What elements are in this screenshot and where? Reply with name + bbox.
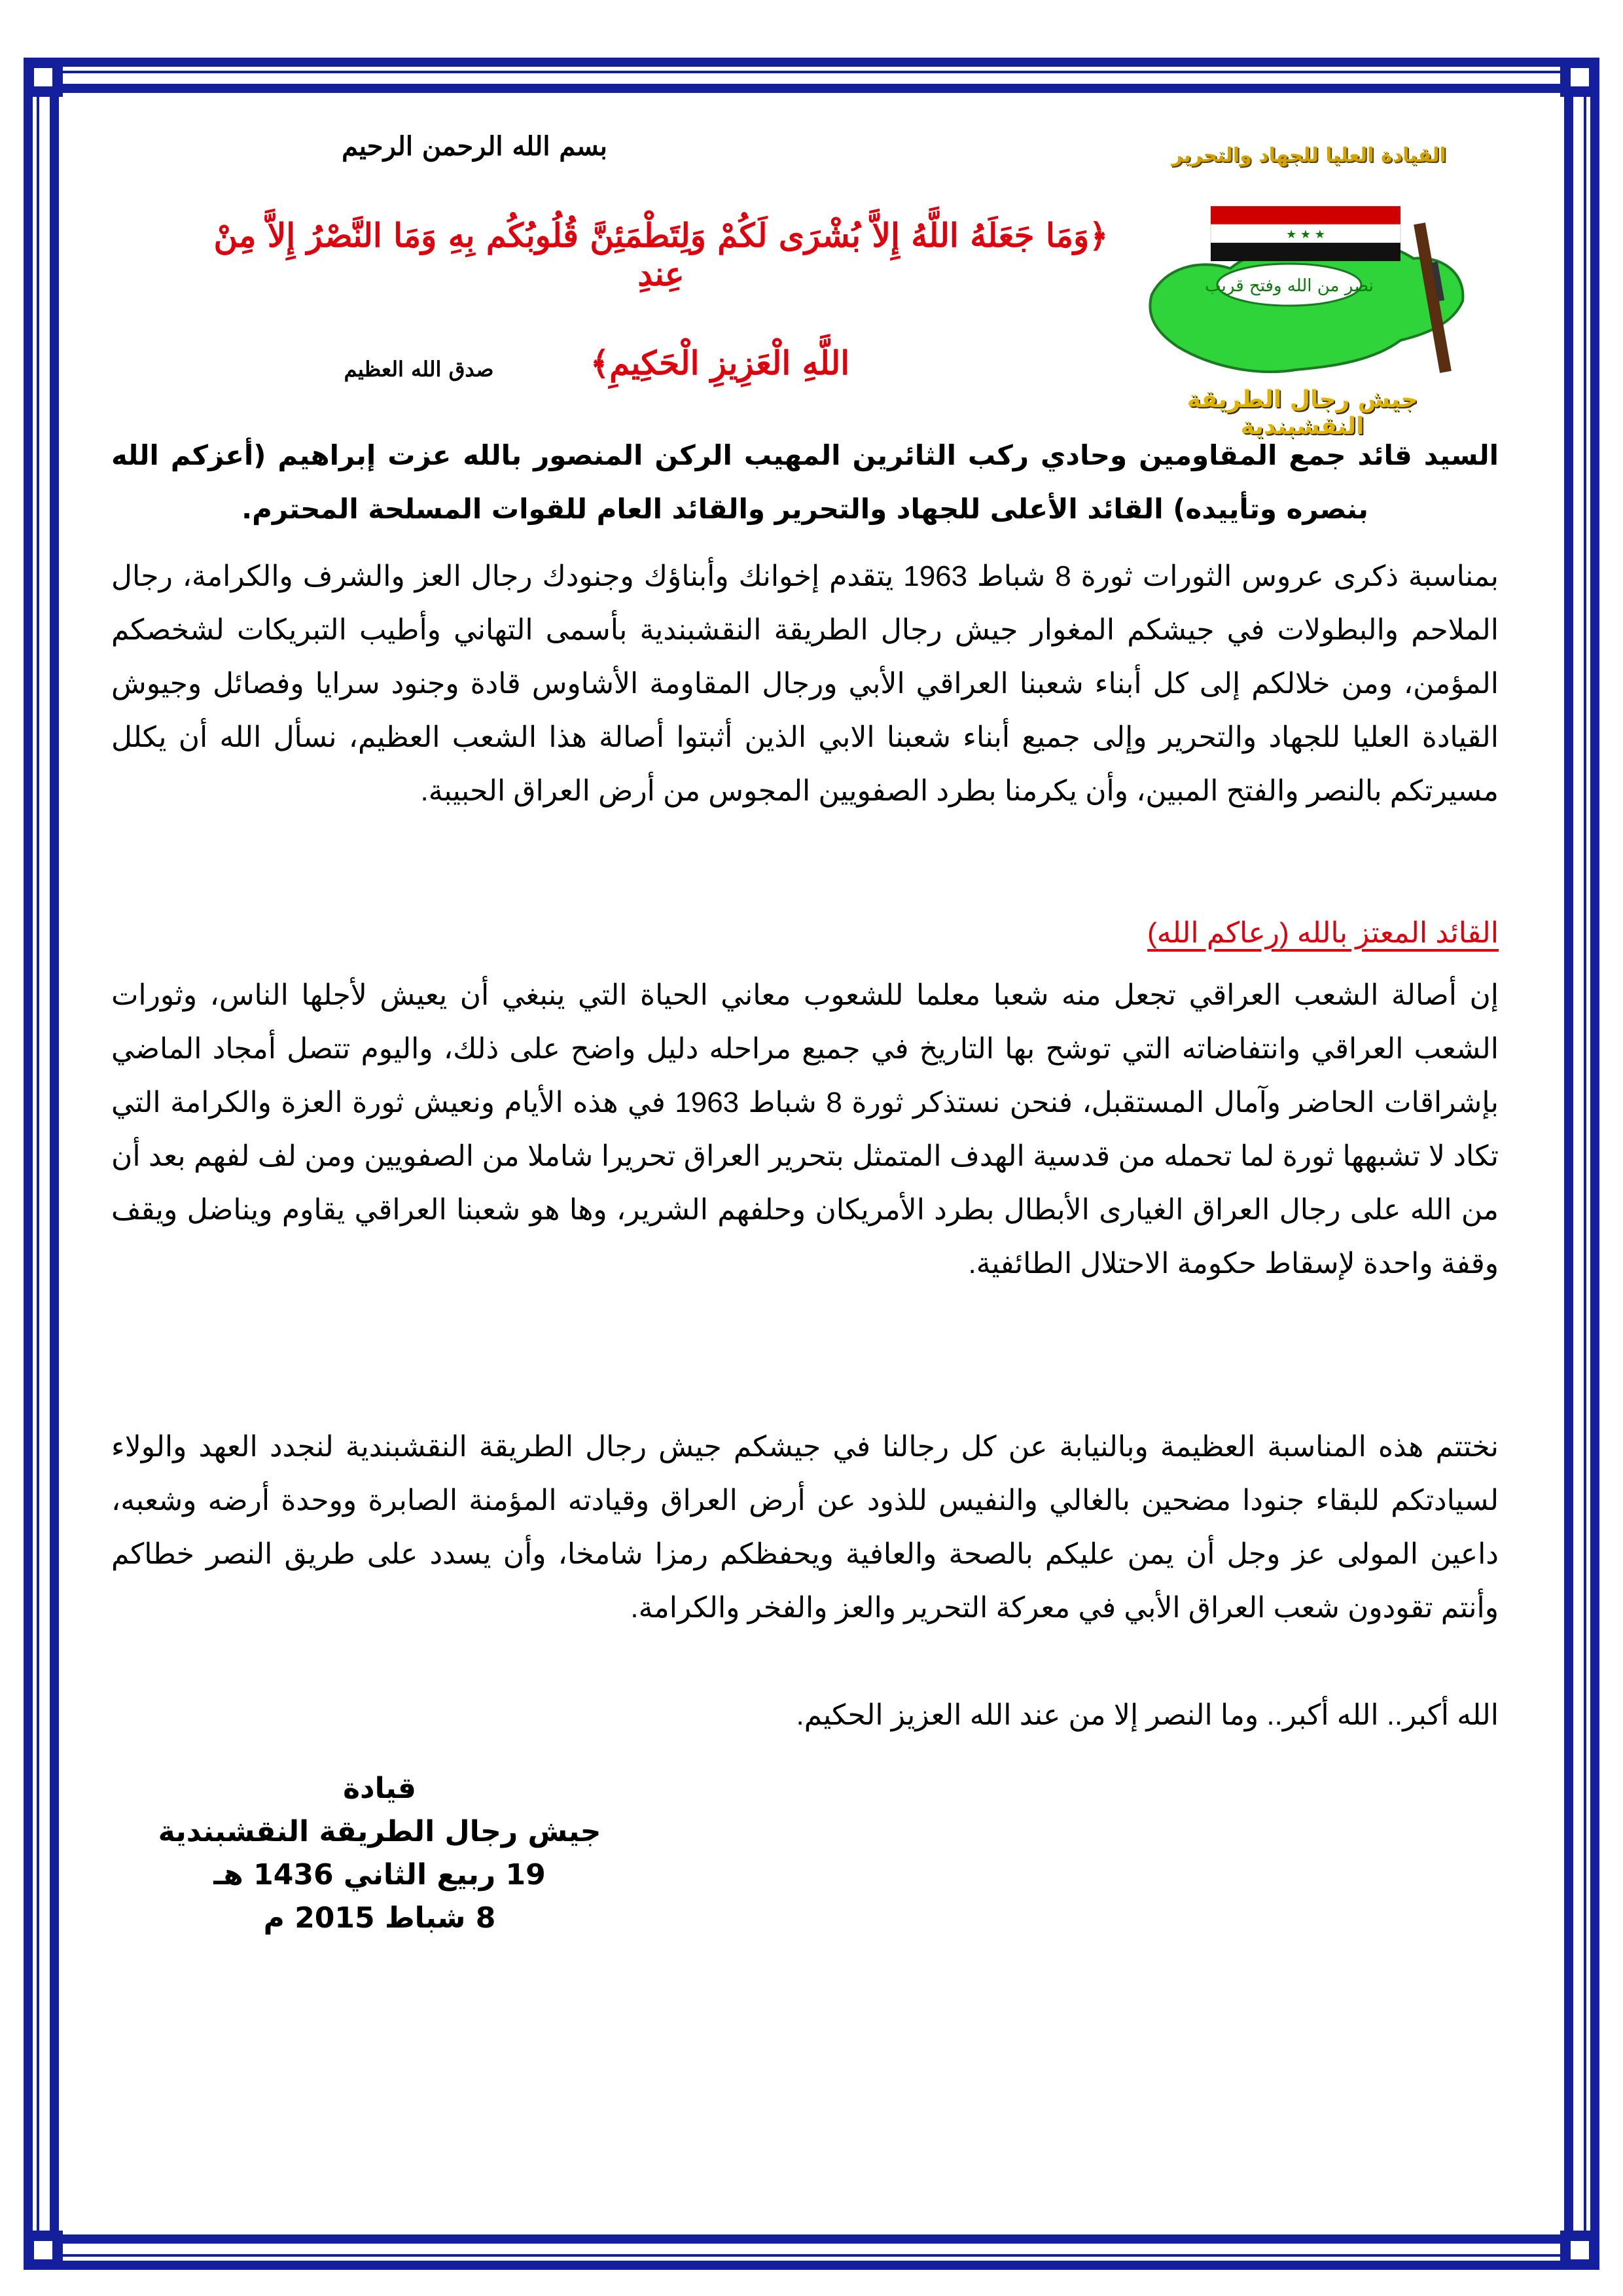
quran-verse-line-2: اللَّهِ الْعَزِيزِ الْحَكِيمِ﴾ xyxy=(590,344,850,382)
svg-text:★ ★ ★: ★ ★ ★ xyxy=(1286,228,1325,242)
paragraph-iraqi-people: إن أصالة الشعب العراقي تجعل منه شعبا معلما للشعوب معاني الحياة التي ينبغي أن يعيش لأجلها الناس، وثورات الشعب العراقي وانتفاضاته التي توشح بها التاريخ في جميع مراحله دليل واضح على ذلك، واليوم تتصل أمجاد الماضي بإشراقات الحاضر وآمال المستقبل، فنحن نستذكر ثورة 8 شباط 1963 في هذه الأيام ونعيش ثورة العزة والكرامة التي تكاد لا تشبهها ثورة لما تحمله من قدسية الهدف المتمثل بتحرير العراق تحريرا شاملا من الصفويين ومن لف لفهم بعد أن من الله على رجال العراق الغيارى الأبطال بطرد الأمريكان وحلفهم الشرير، وها هو شعبنا العراقي يقاوم ويناضل ويقف وقفة واحدة لإسقاط حكومة الاحتلال الطائفية. xyxy=(111,979,1499,1280)
addressee-salutation: السيد قائد جمع المقاومين وحادي ركب الثائرين المهيب الركن المنصور بالله عزت إبراهيم (أعزكم الله بنصره وتأييده) القائد الأعلى للجهاد والتحرير والقائد العام للقوات المسلحة المحترم. xyxy=(111,439,1499,525)
quran-verse-line-1: ﴿وَمَا جَعَلَهُ اللَّهُ إِلاَّ بُشْرَى لَكُمْ وَلِتَطْمَئِنَّ قُلُوبُكُم بِهِ وَمَا النَّصْرُ إِلاَّ مِنْ عِندِ xyxy=(213,216,1109,293)
basmala: بسم الله الرحمن الرحيم xyxy=(342,131,607,162)
sadaq-allah-text: صدق الله العظيم xyxy=(344,357,494,382)
logo-title: القيادة العليا للجهاد والتحرير xyxy=(1171,144,1446,167)
signature-block xyxy=(151,1767,609,1940)
document-content xyxy=(111,118,1499,2199)
logo-slogan: نصر من الله وفتح قريب xyxy=(1205,276,1374,296)
organization-logo xyxy=(1139,144,1479,440)
arab-world-map-icon xyxy=(1150,243,1463,372)
border-corner-ornament xyxy=(1560,2231,1599,2270)
subheading: القائد المعتز بالله (رعاكم الله) xyxy=(1147,917,1499,949)
border-corner-ornament xyxy=(1560,58,1599,97)
iraqi-flag-icon xyxy=(1211,206,1400,261)
border-corner-ornament xyxy=(24,2231,63,2270)
paragraph-takbir: الله أكبر.. الله أكبر.. وما النصر إلا من عند الله العزيز الحكيم. xyxy=(796,1699,1499,1731)
logo-emblem xyxy=(1139,144,1479,419)
signature-line-command: قيادة xyxy=(343,1772,416,1805)
signature-line-gregorian-date: 8 شباط 2015 م xyxy=(263,1901,496,1935)
logo-subtitle: جيش رجال الطريقة النقشبندية xyxy=(1186,386,1418,440)
signature-line-army: جيش رجال الطريقة النقشبندية xyxy=(158,1815,601,1848)
paragraph-congratulations: بمناسبة ذكرى عروس الثورات ثورة 8 شباط 1963 يتقدم إخوانك وأبناؤك وجنودك رجال العز والشرف والكرامة، رجال الملاحم والبطولات في جيشكم المغوار جيش رجال الطريقة النقشبندية بأسمى التهاني وأطيب التبريكات لشخصكم المؤمن، ومن خلالكم إلى كل أبناء شعبنا العراقي الأبي ورجال المقاومة الأشاوس قادة وجنود سرايا وفصائل وجيوش القيادة العليا للجهاد والتحرير وإلى جميع أبناء شعبنا الابي الذين أثبتوا أصالة هذا الشعب العظيم، نسأل الله أن يكلل مسيرتكم بالنصر والفتح المبين، وأن يكرمنا بطرد الصفويين المجوس من أرض العراق الحبيبة. xyxy=(111,560,1499,807)
border-corner-ornament xyxy=(24,58,63,97)
paragraph-closing: نختتم هذه المناسبة العظيمة وبالنيابة عن كل رجالنا في جيشكم جيش رجال الطريقة النقشبندية لنجدد العهد والولاء لسيادتكم للبقاء جنودا مضحين بالغالي والنفيس للذود عن أرض العراق وقيادته المؤمنة الصابرة ووحدة أرضه وشعبه، داعين المولى عز وجل أن يمن عليكم بالصحة والعافية ويحفظكم رمزا شامخا، وأن يسدد على طريق النصر خطاكم وأنتم تقودون شعب العراق الأبي في معركة التحرير والعز والفخر والكرامة. xyxy=(111,1431,1499,1624)
signature-line-hijri-date: 19 ربيع الثاني 1436 هـ xyxy=(213,1858,546,1892)
